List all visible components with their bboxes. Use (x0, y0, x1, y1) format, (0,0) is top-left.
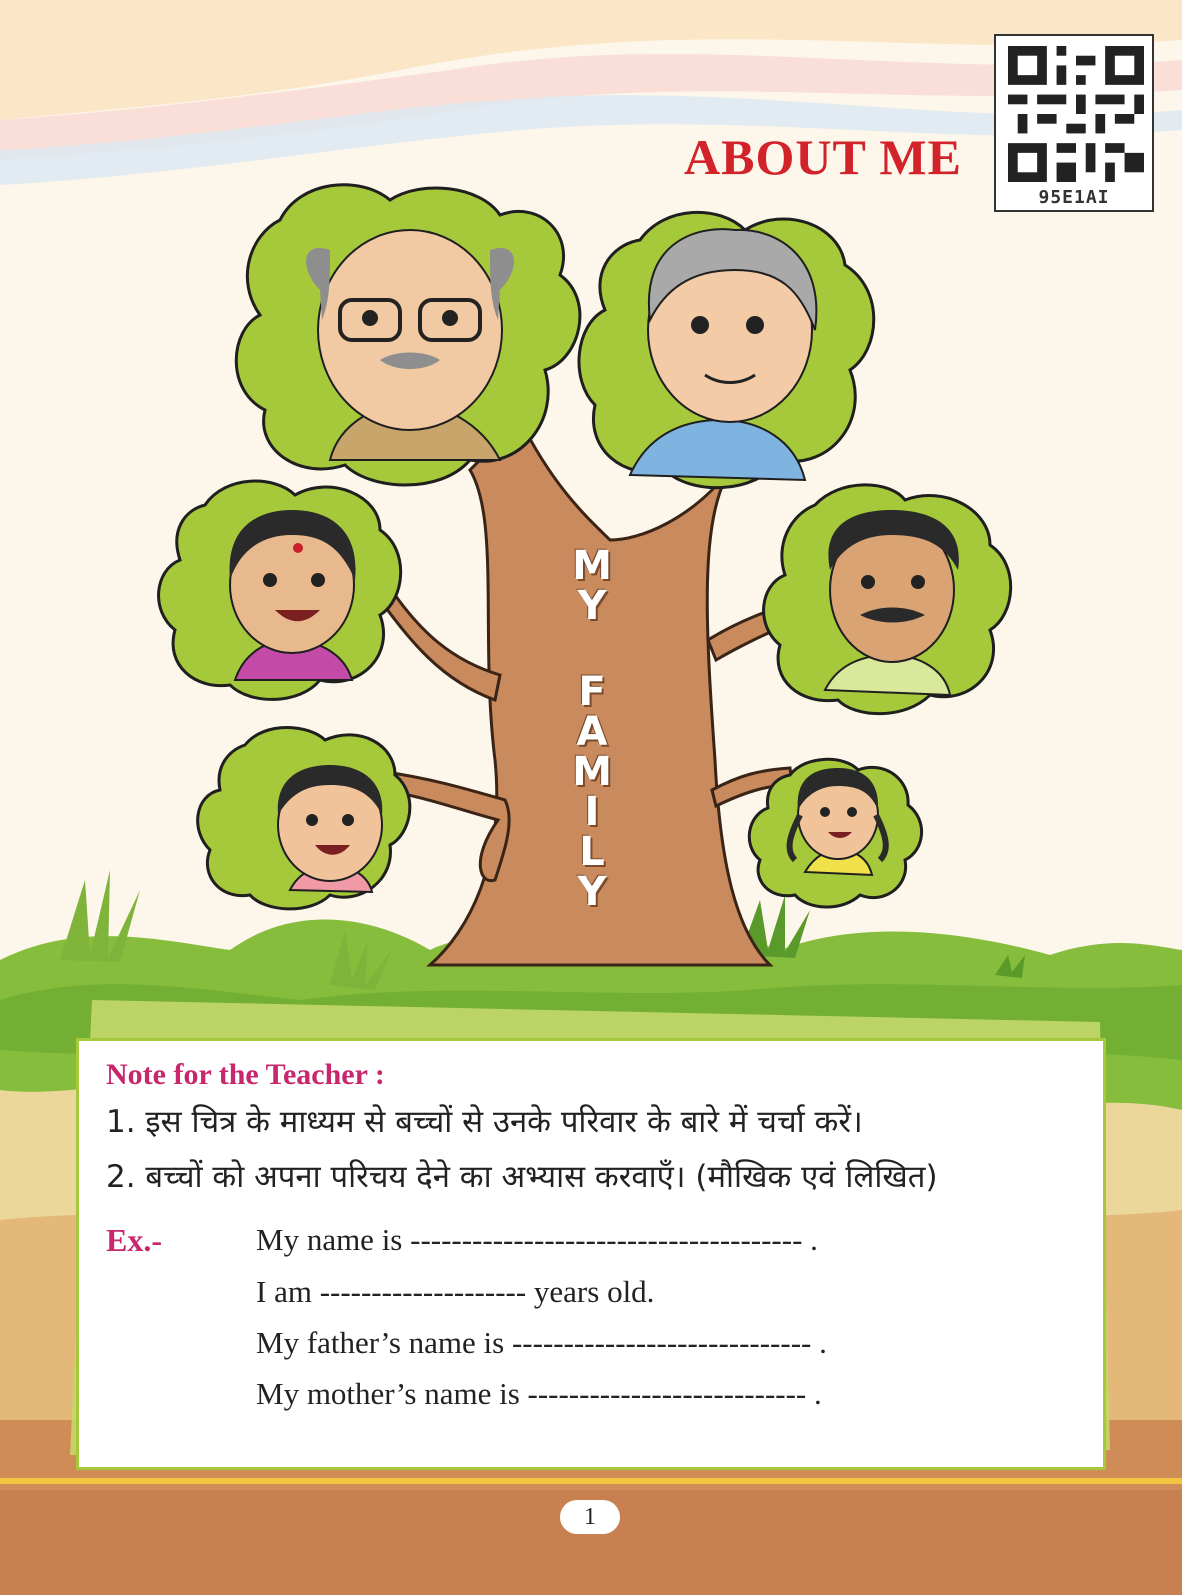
page-title: ABOUT ME (684, 129, 962, 185)
trunk-label-letter: M (572, 543, 612, 589)
example-line: My name is -------------------------------------- . (256, 1222, 818, 1257)
example-line: My father’s name is ----------------------------- . (256, 1325, 827, 1360)
qr-code[interactable] (994, 34, 1154, 212)
note-heading: Note for the Teacher : (106, 1058, 385, 1091)
trunk-label-letter: F (578, 669, 606, 715)
note-item: 2. बच्चों को अपना परिचय देने का अभ्यास करवाएँ। (मौखिक एवं लिखित) (106, 1159, 938, 1195)
trunk-label-letter: A (576, 709, 608, 755)
qr-code-icon (1006, 46, 1146, 182)
trunk-label-letter: L (579, 829, 605, 875)
trunk-label-letter: Y (577, 583, 607, 629)
trunk-label-letter: M (572, 749, 612, 795)
page-number: 1 (560, 1500, 620, 1534)
example-line: I am -------------------- years old. (256, 1274, 655, 1309)
trunk-label-letter: Y (577, 869, 607, 915)
note-item: 1. इस चित्र के माध्यम से बच्चों से उनके परिवार के बारे में चर्चा करें। (106, 1104, 863, 1140)
trunk-label-letter: I (584, 789, 600, 835)
qr-code-label: 95E1AI (1038, 187, 1110, 208)
example-label: Ex.- (106, 1222, 162, 1258)
example-line: My mother’s name is --------------------------- . (256, 1376, 822, 1411)
